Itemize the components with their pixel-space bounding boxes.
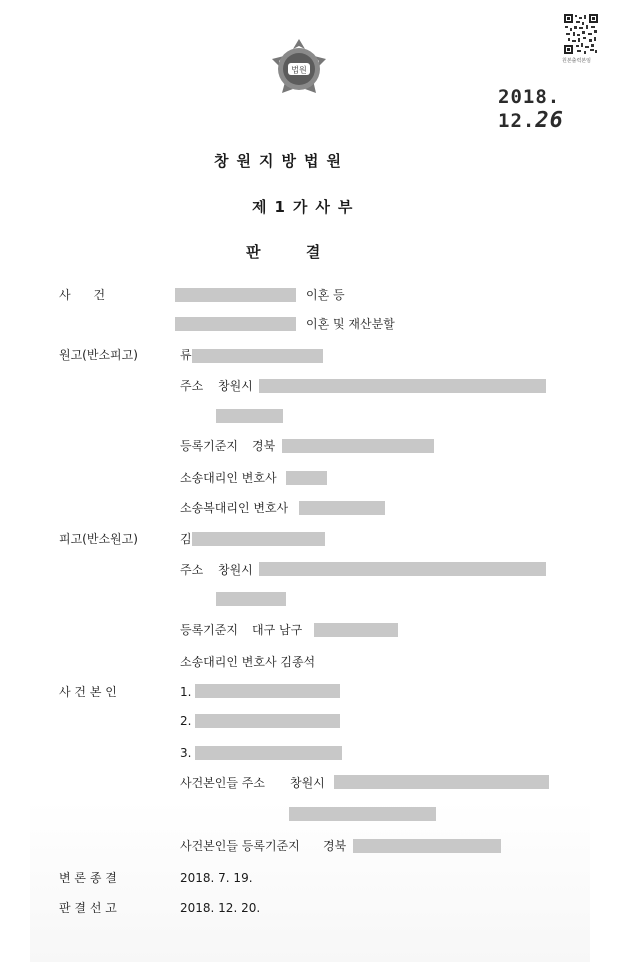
- redacted-principals-address-2: [289, 807, 436, 821]
- principal-item-3: 3.: [180, 746, 192, 760]
- principals-address-label: 사건본인들 주소: [180, 776, 265, 790]
- case-type-1: 이혼 등: [306, 288, 345, 302]
- redacted-principals-address: [334, 775, 549, 789]
- closing-date: 2018. 7. 19.: [180, 871, 253, 885]
- redacted-principals-registry: [353, 839, 501, 853]
- defendant-registry-region: 대구 남구: [252, 623, 303, 637]
- principal-item-1: 1.: [180, 685, 192, 699]
- principal-item-2: 2.: [180, 714, 192, 728]
- qr-code-icon: [564, 14, 598, 54]
- plaintiff-registry-region: 경북: [252, 439, 276, 453]
- principals-registry-label: 사건본인들 등록기준지: [180, 839, 300, 853]
- date-stamp-day: 26: [535, 108, 564, 133]
- redacted-principal-1: [195, 684, 340, 698]
- redacted-case-number-2: [175, 317, 296, 331]
- redacted-defendant-name: [192, 532, 325, 546]
- defendant-name-prefix: 김: [180, 532, 192, 546]
- redacted-case-number-1: [175, 288, 296, 302]
- redacted-plaintiff-sub-attorney: [299, 501, 385, 515]
- date-stamp: [498, 86, 630, 133]
- court-name-title: 창원지방법원: [214, 152, 349, 170]
- defendant-address-label: 주소: [180, 563, 204, 577]
- principals-registry-region: 경북: [323, 839, 347, 853]
- judgment-title: 판 결: [246, 243, 323, 261]
- date-stamp-main: 2018. 12.: [498, 86, 561, 132]
- plaintiff-sub-attorney: 소송복대리인 변호사: [180, 501, 289, 515]
- division-title: 제1가사부: [252, 198, 361, 216]
- qr-caption: 원본출력본임: [562, 58, 591, 64]
- principals-address-city: 창원시: [290, 776, 325, 790]
- plaintiff-address-city: 창원시: [218, 379, 253, 393]
- redacted-plaintiff-attorney: [286, 471, 327, 485]
- case-type-2: 이혼 및 재산분할: [306, 317, 395, 331]
- plaintiff-attorney: 소송대리인 변호사: [180, 471, 277, 485]
- redacted-defendant-address-2: [216, 592, 286, 606]
- ruling-date: 2018. 12. 20.: [180, 901, 261, 915]
- principals-label: 사 건 본 인: [59, 685, 117, 699]
- ruling-label: 판 결 선 고: [59, 901, 117, 915]
- plaintiff-label: 원고(반소피고): [59, 348, 138, 362]
- seal-text: 법원: [291, 65, 307, 75]
- case-label: 사 건: [59, 288, 106, 302]
- plaintiff-registry-label: 등록기준지: [180, 439, 238, 453]
- plaintiff-name-prefix: 류: [180, 348, 192, 362]
- redacted-defendant-registry: [314, 623, 398, 637]
- redacted-principal-3: [195, 746, 342, 760]
- redacted-defendant-address: [259, 562, 546, 576]
- defendant-address-city: 창원시: [218, 563, 253, 577]
- defendant-label: 피고(반소원고): [59, 532, 138, 546]
- court-seal-icon: [268, 37, 330, 99]
- defendant-registry-label: 등록기준지: [180, 623, 238, 637]
- closing-label: 변 론 종 결: [59, 871, 117, 885]
- redacted-plaintiff-address-2: [216, 409, 283, 423]
- redacted-plaintiff-registry: [282, 439, 434, 453]
- defendant-attorney: 소송대리인 변호사 김종석: [180, 655, 316, 669]
- redacted-principal-2: [195, 714, 340, 728]
- redacted-plaintiff-name: [192, 349, 323, 363]
- plaintiff-address-label: 주소: [180, 379, 204, 393]
- redacted-plaintiff-address: [259, 379, 546, 393]
